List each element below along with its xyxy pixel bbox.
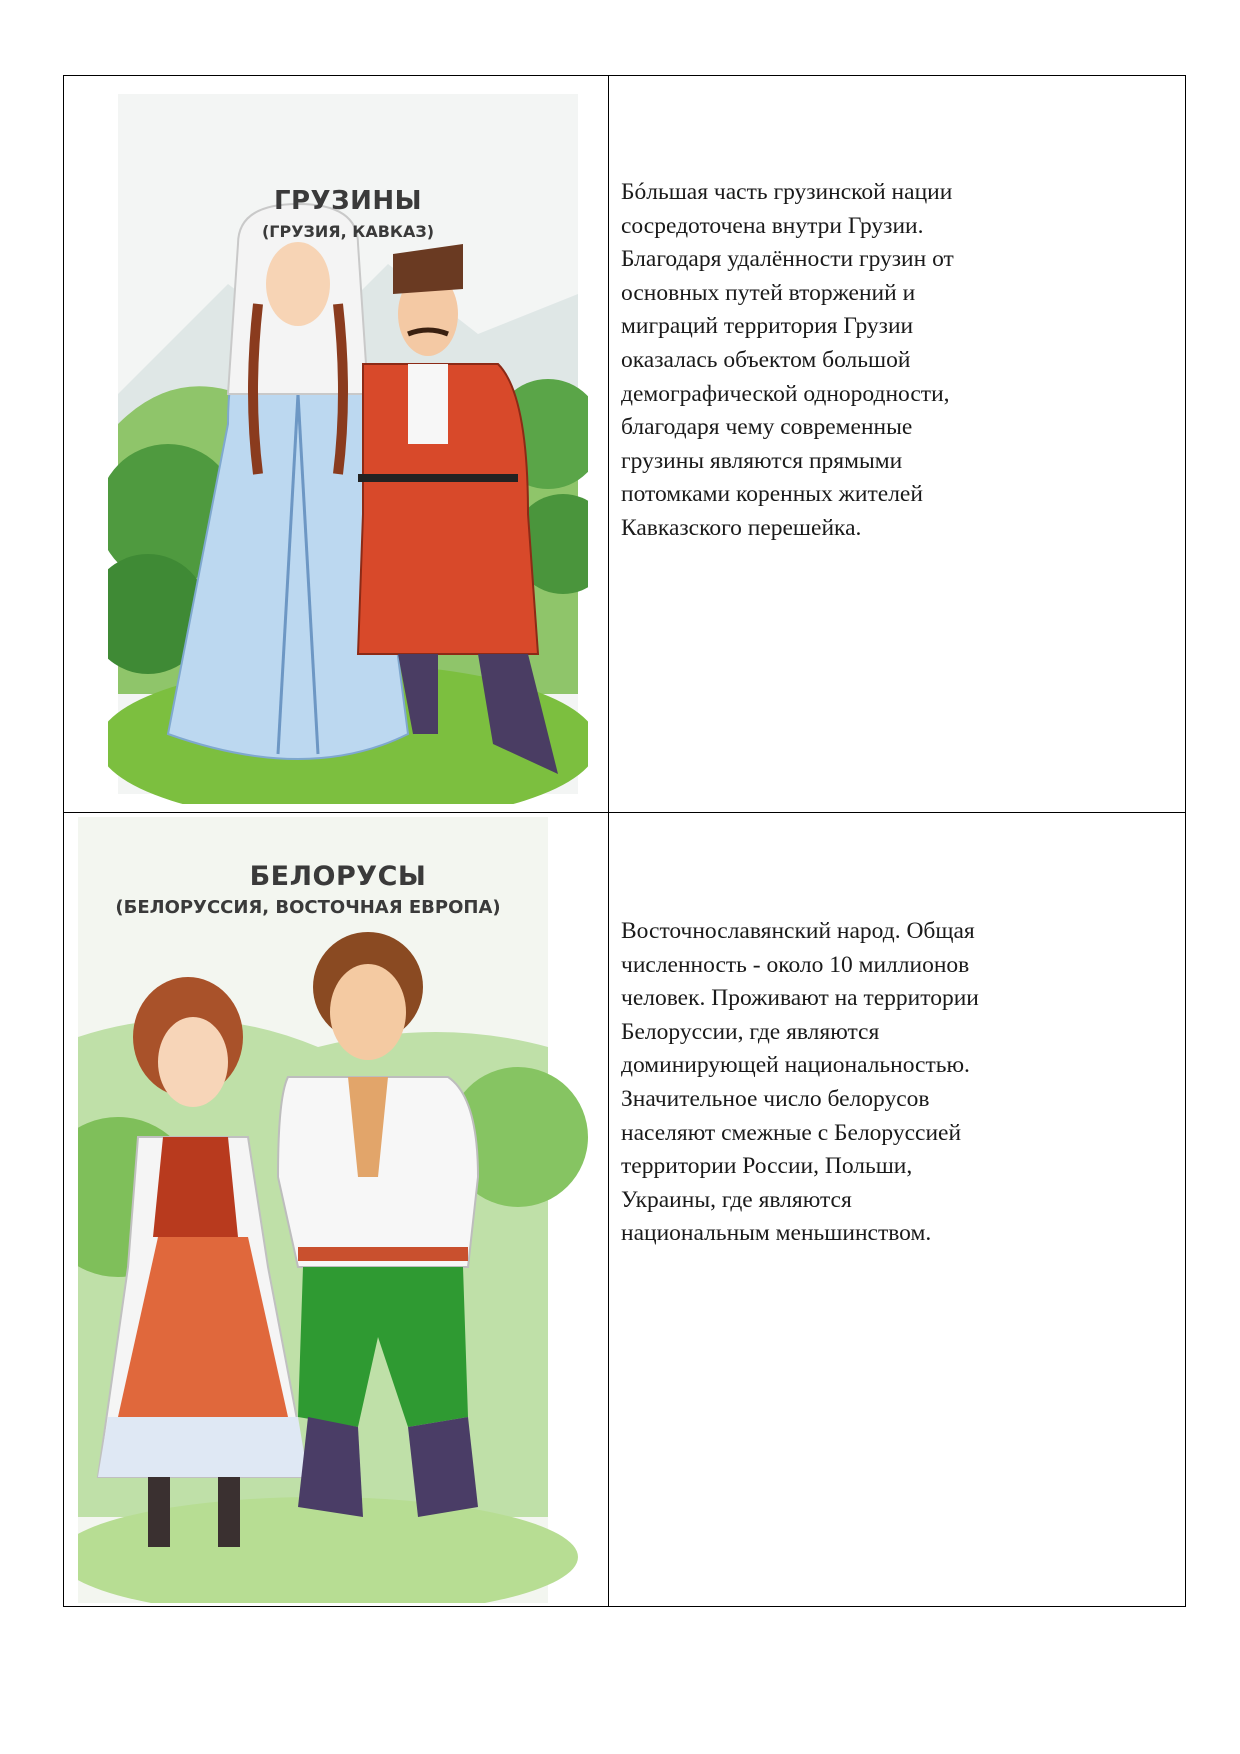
card-subtitle: (ГРУЗИЯ, КАВКАЗ) [261,222,435,241]
table-row [64,76,1186,813]
nationalities-table [63,75,1186,1607]
belarusians-text-cell [609,813,1186,1607]
card-title: БЕЛОРУСЫ [249,861,427,892]
table-row [64,813,1186,1607]
georgians-text-cell [609,76,1186,813]
belarusians-picture-cell [64,813,609,1607]
georgians-card-illustration [108,94,588,804]
card-title: ГРУЗИНЫ [273,186,423,216]
belarusians-description: Восточнославянский народ. Общая численность - около 10 миллионов человек. Проживают на территории Белоруссии, где являются доминирующей национальностью. Значительное число белорусов населяют смежные с Белоруссией территории России, Польши, Украины, где являются национальным меньшинством. [621,918,979,1247]
belarusians-card-illustration [78,817,598,1603]
card-subtitle: (БЕЛОРУССИЯ, ВОСТОЧНАЯ ЕВРОПА) [115,897,501,918]
georgians-description: Бóльшая часть грузинской нации сосредоточена внутри Грузии. Благодаря удалённости грузин от основных путей вторжений и миграций территория Грузии оказалась объектом большой демографической однородности, благодаря чему современные грузины являются прямыми потомками коренных жителей Кавказского перешейка. [621,179,954,541]
georgians-picture-cell [64,76,609,813]
belarusian-couple-illustration [78,817,598,1603]
